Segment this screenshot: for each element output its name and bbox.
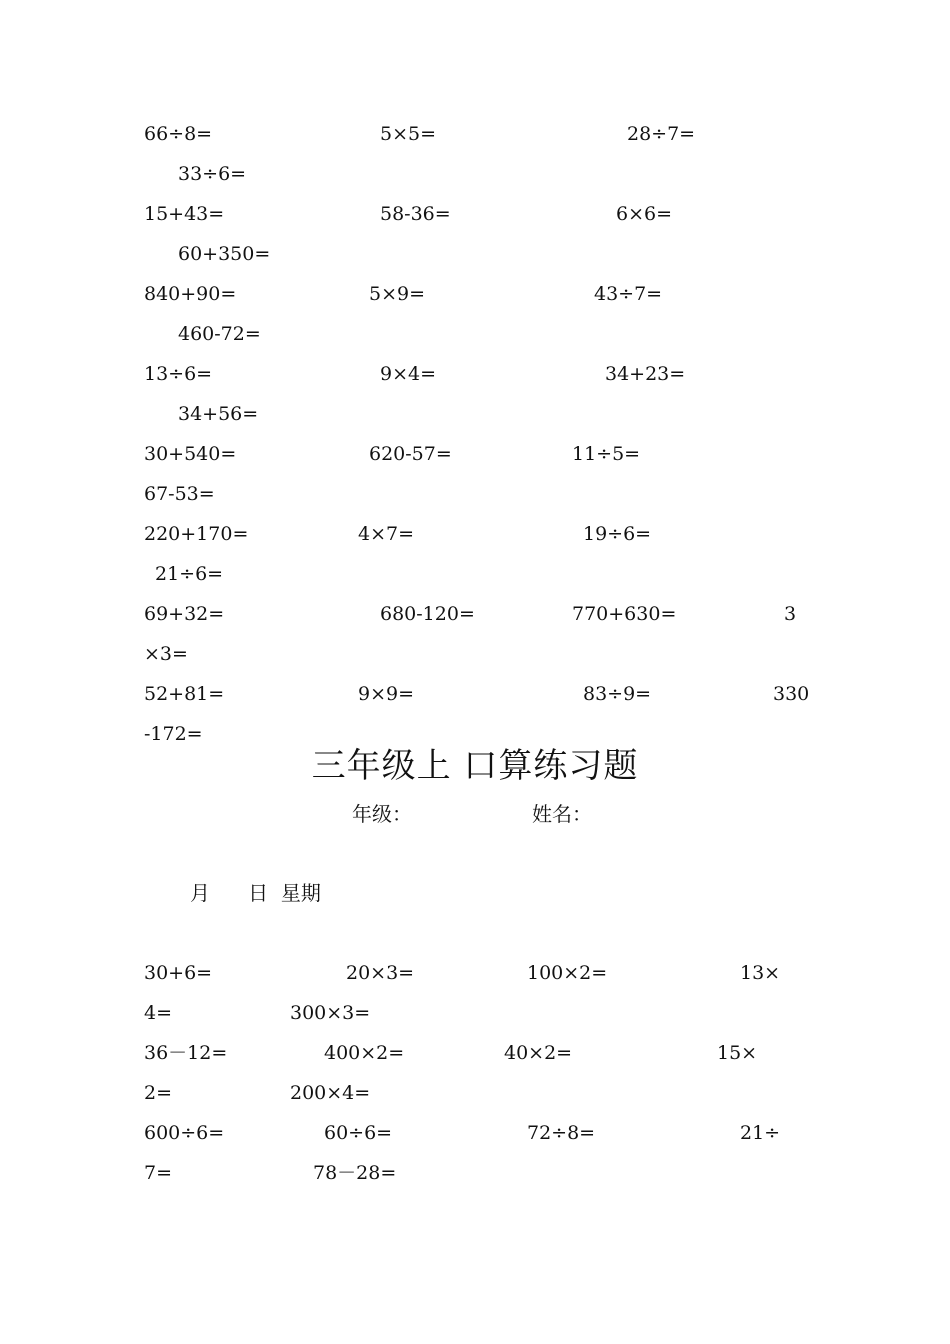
problem: 300×3= xyxy=(290,1002,371,1024)
problem: 200×4= xyxy=(290,1082,371,1104)
problem: 72÷8= xyxy=(527,1122,596,1144)
problem: 4×7= xyxy=(358,523,415,545)
problem: 40×2= xyxy=(504,1042,573,1064)
problem: 21÷ xyxy=(740,1122,781,1144)
problem: 840+90= xyxy=(144,283,237,305)
problem: 770+630= xyxy=(572,603,677,625)
problem: 58-36= xyxy=(380,203,451,225)
problem: ×3= xyxy=(144,643,188,665)
problem: 5×5= xyxy=(380,123,437,145)
grade-label: 年级： xyxy=(352,802,412,826)
date-line: 月 日 星期 xyxy=(190,881,321,905)
problem: 680-120= xyxy=(380,603,475,625)
problem: 43÷7= xyxy=(594,283,663,305)
problem: 460-72= xyxy=(178,323,261,345)
problem: 400×2= xyxy=(324,1042,405,1064)
problem: 600÷6= xyxy=(144,1122,225,1144)
problem: -172= xyxy=(144,723,203,745)
problem: 13÷6= xyxy=(144,363,213,385)
problem: 4= xyxy=(144,1002,173,1024)
problem: 34+23= xyxy=(605,363,686,385)
problem: 30+540= xyxy=(144,443,237,465)
problem: 20×3= xyxy=(346,962,415,984)
problem: 30+6= xyxy=(144,962,213,984)
problem: 7= xyxy=(144,1162,173,1184)
problem: 100×2= xyxy=(527,962,608,984)
problem: 36－12= xyxy=(144,1042,228,1064)
problem: 78－28= xyxy=(313,1162,397,1184)
problem: 3 xyxy=(784,603,797,625)
problem: 19÷6= xyxy=(583,523,652,545)
worksheet-title: 三年级上 口算练习题 xyxy=(311,746,639,786)
problem: 11÷5= xyxy=(572,443,641,465)
problem: 67-53= xyxy=(144,483,215,505)
problem: 52+81= xyxy=(144,683,225,705)
problem: 6×6= xyxy=(616,203,673,225)
problem: 60÷6= xyxy=(324,1122,393,1144)
problem: 220+170= xyxy=(144,523,249,545)
problem: 60+350= xyxy=(178,243,271,265)
problem: 2= xyxy=(144,1082,173,1104)
name-label: 姓名： xyxy=(532,802,592,826)
problem: 21÷6= xyxy=(155,563,224,585)
problem: 33÷6= xyxy=(178,163,247,185)
problem: 330 xyxy=(773,683,810,705)
problem: 9×4= xyxy=(380,363,437,385)
problem: 13× xyxy=(740,962,781,984)
problem: 15× xyxy=(717,1042,758,1064)
problem: 34+56= xyxy=(178,403,259,425)
problem: 66÷8= xyxy=(144,123,213,145)
problem: 620-57= xyxy=(369,443,452,465)
problem: 9×9= xyxy=(358,683,415,705)
problem: 28÷7= xyxy=(627,123,696,145)
problem: 83÷9= xyxy=(583,683,652,705)
problem: 15+43= xyxy=(144,203,225,225)
problem: 5×9= xyxy=(369,283,426,305)
problem: 69+32= xyxy=(144,603,225,625)
